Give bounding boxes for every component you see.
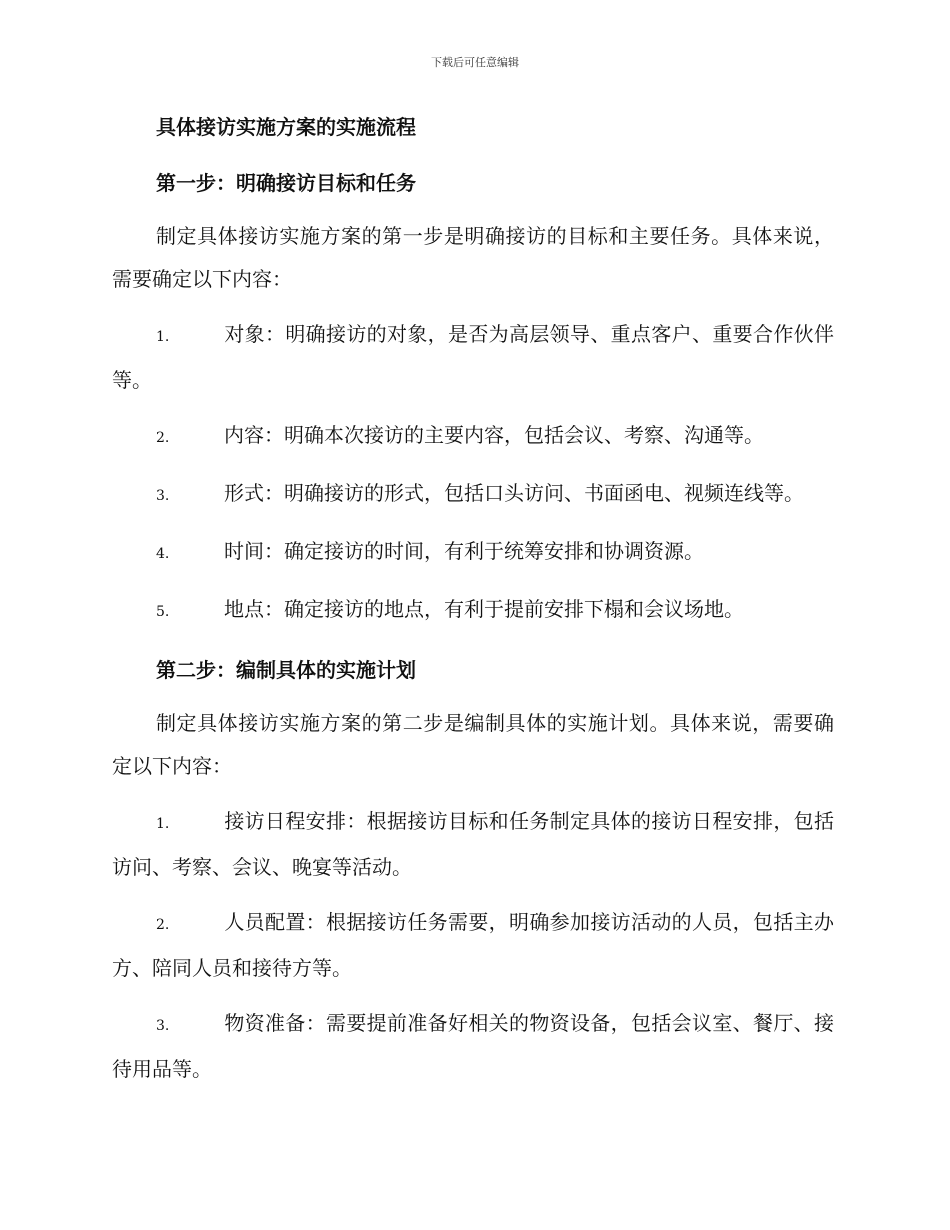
document-title: 具体接访实施方案的实施流程 — [156, 115, 416, 139]
list-item-text: 接访日程安排：根据接访目标和任务制定具体的接访日程安排，包括访问、考察、会议、晚宴等活动。 — [112, 809, 834, 879]
document-body — [112, 103, 834, 1103]
list-item — [112, 800, 834, 889]
list-item-text: 时间：确定接访的时间，有利于统筹安排和协调资源。 — [224, 539, 704, 563]
list-item-number: 5. — [156, 604, 170, 620]
list-item-text: 形式：明确接访的形式，包括口头访问、书面函电、视频连线等。 — [224, 481, 804, 505]
step-1-intro: 制定具体接访实施方案的第一步是明确接访的目标和主要任务。具体来说，需要确定以下内容： — [112, 224, 834, 291]
step-2-list — [112, 800, 834, 1091]
list-item-number: 1. — [156, 329, 170, 345]
list-item-text: 对象：明确接访的对象，是否为高层领导、重点客户、重要合作伙伴等。 — [112, 322, 834, 392]
list-item-number: 4. — [156, 546, 170, 562]
step-2-intro: 制定具体接访实施方案的第二步是编制具体的实施计划。具体来说，需要确定以下内容： — [112, 711, 834, 778]
step-1-list — [112, 313, 834, 634]
list-item-number: 1. — [156, 816, 170, 832]
step-1-heading: 第一步：明确接访目标和任务 — [156, 171, 416, 195]
step-2-heading: 第二步：编制具体的实施计划 — [156, 658, 416, 682]
list-item-number: 3. — [156, 488, 170, 504]
list-item-number: 2. — [156, 430, 170, 446]
page-header: 下载后可任意编辑 — [431, 56, 519, 69]
list-item — [112, 414, 834, 460]
list-item-text: 人员配置：根据接访任务需要，明确参加接访活动的人员，包括主办方、陪同人员和接待方等。 — [112, 910, 834, 980]
list-item — [112, 313, 834, 402]
list-item-text: 地点：确定接访的地点，有利于提前安排下榻和会议场地。 — [224, 597, 744, 621]
list-item-text: 内容：明确本次接访的主要内容，包括会议、考察、沟通等。 — [224, 423, 764, 447]
list-item — [112, 530, 834, 576]
list-item-text: 物资准备：需要提前准备好相关的物资设备，包括会议室、餐厅、接待用品等。 — [112, 1011, 834, 1081]
list-item-number: 2. — [156, 917, 170, 933]
list-item — [112, 472, 834, 518]
list-item — [112, 901, 834, 990]
list-item-number: 3. — [156, 1018, 170, 1034]
list-item — [112, 588, 834, 634]
list-item — [112, 1002, 834, 1091]
